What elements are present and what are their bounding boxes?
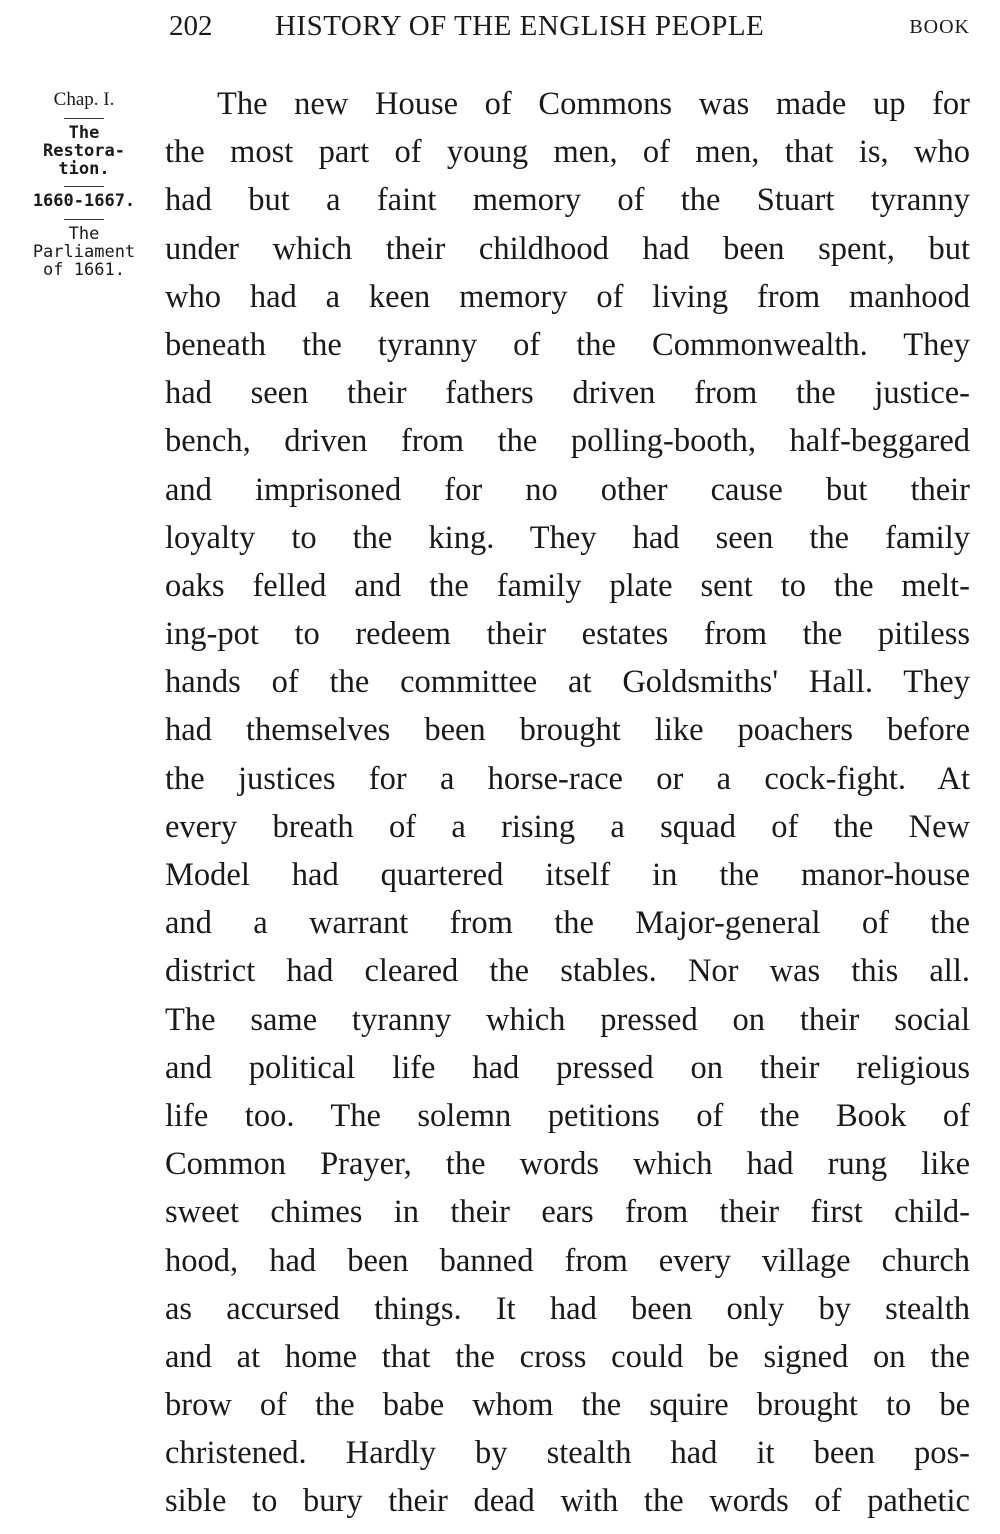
- text-line: brow of the babe whom the squire brought to be: [165, 1387, 970, 1424]
- margin-section-2-line-3: of 1661.: [43, 260, 125, 280]
- text-line: life too. The solemn petitions of the Book of: [165, 1097, 970, 1134]
- running-header: [165, 10, 970, 50]
- running-header-right: BOOK: [909, 16, 970, 38]
- margin-divider: [64, 186, 104, 187]
- text-line: hood, had been banned from every village church: [165, 1242, 970, 1279]
- text-line: the most part of young men, of men, that is, who: [165, 134, 970, 171]
- text-line: every breath of a rising a squad of the New: [165, 808, 970, 845]
- text-line: and political life had pressed on their religious: [165, 1049, 970, 1086]
- margin-section-2-line-2: Parliament: [32, 242, 136, 263]
- text-line: The same tyranny which pressed on their social: [165, 1001, 970, 1038]
- text-line: and at home that the cross could be signed on the: [165, 1338, 970, 1375]
- margin-divider: [64, 118, 104, 119]
- margin-divider: [64, 219, 104, 220]
- margin-dates: 1660-1667.: [32, 191, 136, 212]
- margin-section-1-line-3: tion.: [58, 158, 110, 179]
- text-line: loyalty to the king. They had seen the family: [165, 519, 970, 556]
- text-line: and imprisoned for no other cause but their: [165, 471, 970, 508]
- text-line: had but a faint memory of the Stuart tyranny: [165, 182, 970, 219]
- text-line: who had a keen memory of living from manhood: [165, 278, 970, 315]
- text-line: oaks felled and the family plate sent to the melt-: [165, 567, 970, 604]
- running-title: HISTORY OF THE ENGLISH PEOPLE: [275, 10, 765, 42]
- margin-chapter: Chap. I.: [53, 89, 115, 110]
- text-line: Common Prayer, the words which had rung like: [165, 1146, 970, 1183]
- text-line: ing-pot to redeem their estates from the pitiless: [165, 616, 970, 653]
- body-paragraph: [165, 80, 970, 1526]
- text-line: district had cleared the stables. Nor was this all.: [165, 953, 970, 990]
- text-line: had themselves been brought like poachers before: [165, 712, 970, 749]
- page-number: 202: [169, 10, 213, 42]
- text-line: bench, driven from the polling-booth, half-beggared: [165, 423, 970, 460]
- text-line: christened. Hardly by stealth had it been pos-: [165, 1435, 970, 1472]
- margin-section-1-line-1: The: [68, 122, 100, 143]
- text-line: had seen their fathers driven from the justice-: [165, 375, 970, 412]
- text-line: The new House of Commons was made up for: [217, 86, 970, 122]
- margin-section-2-line-1: The: [68, 224, 100, 245]
- margin-notes: [18, 90, 150, 280]
- text-line: the justices for a horse-race or a cock-fight. At: [165, 760, 970, 797]
- text-line: Model had quartered itself in the manor-house: [165, 857, 970, 893]
- text-line: and a warrant from the Major-general of the: [165, 905, 970, 942]
- text-line: beneath the tyranny of the Commonwealth. They: [165, 326, 970, 363]
- text-line: sweet chimes in their ears from their first child-: [165, 1194, 970, 1231]
- margin-section-1-line-2: Restora-: [43, 140, 125, 161]
- text-line: under which their childhood had been spent, but: [165, 230, 970, 267]
- text-line: hands of the committee at Goldsmiths' Hall. They: [165, 664, 970, 701]
- text-line: sible to bury their dead with the words of pathetic: [165, 1483, 970, 1520]
- text-line: as accursed things. It had been only by stealth: [165, 1290, 970, 1327]
